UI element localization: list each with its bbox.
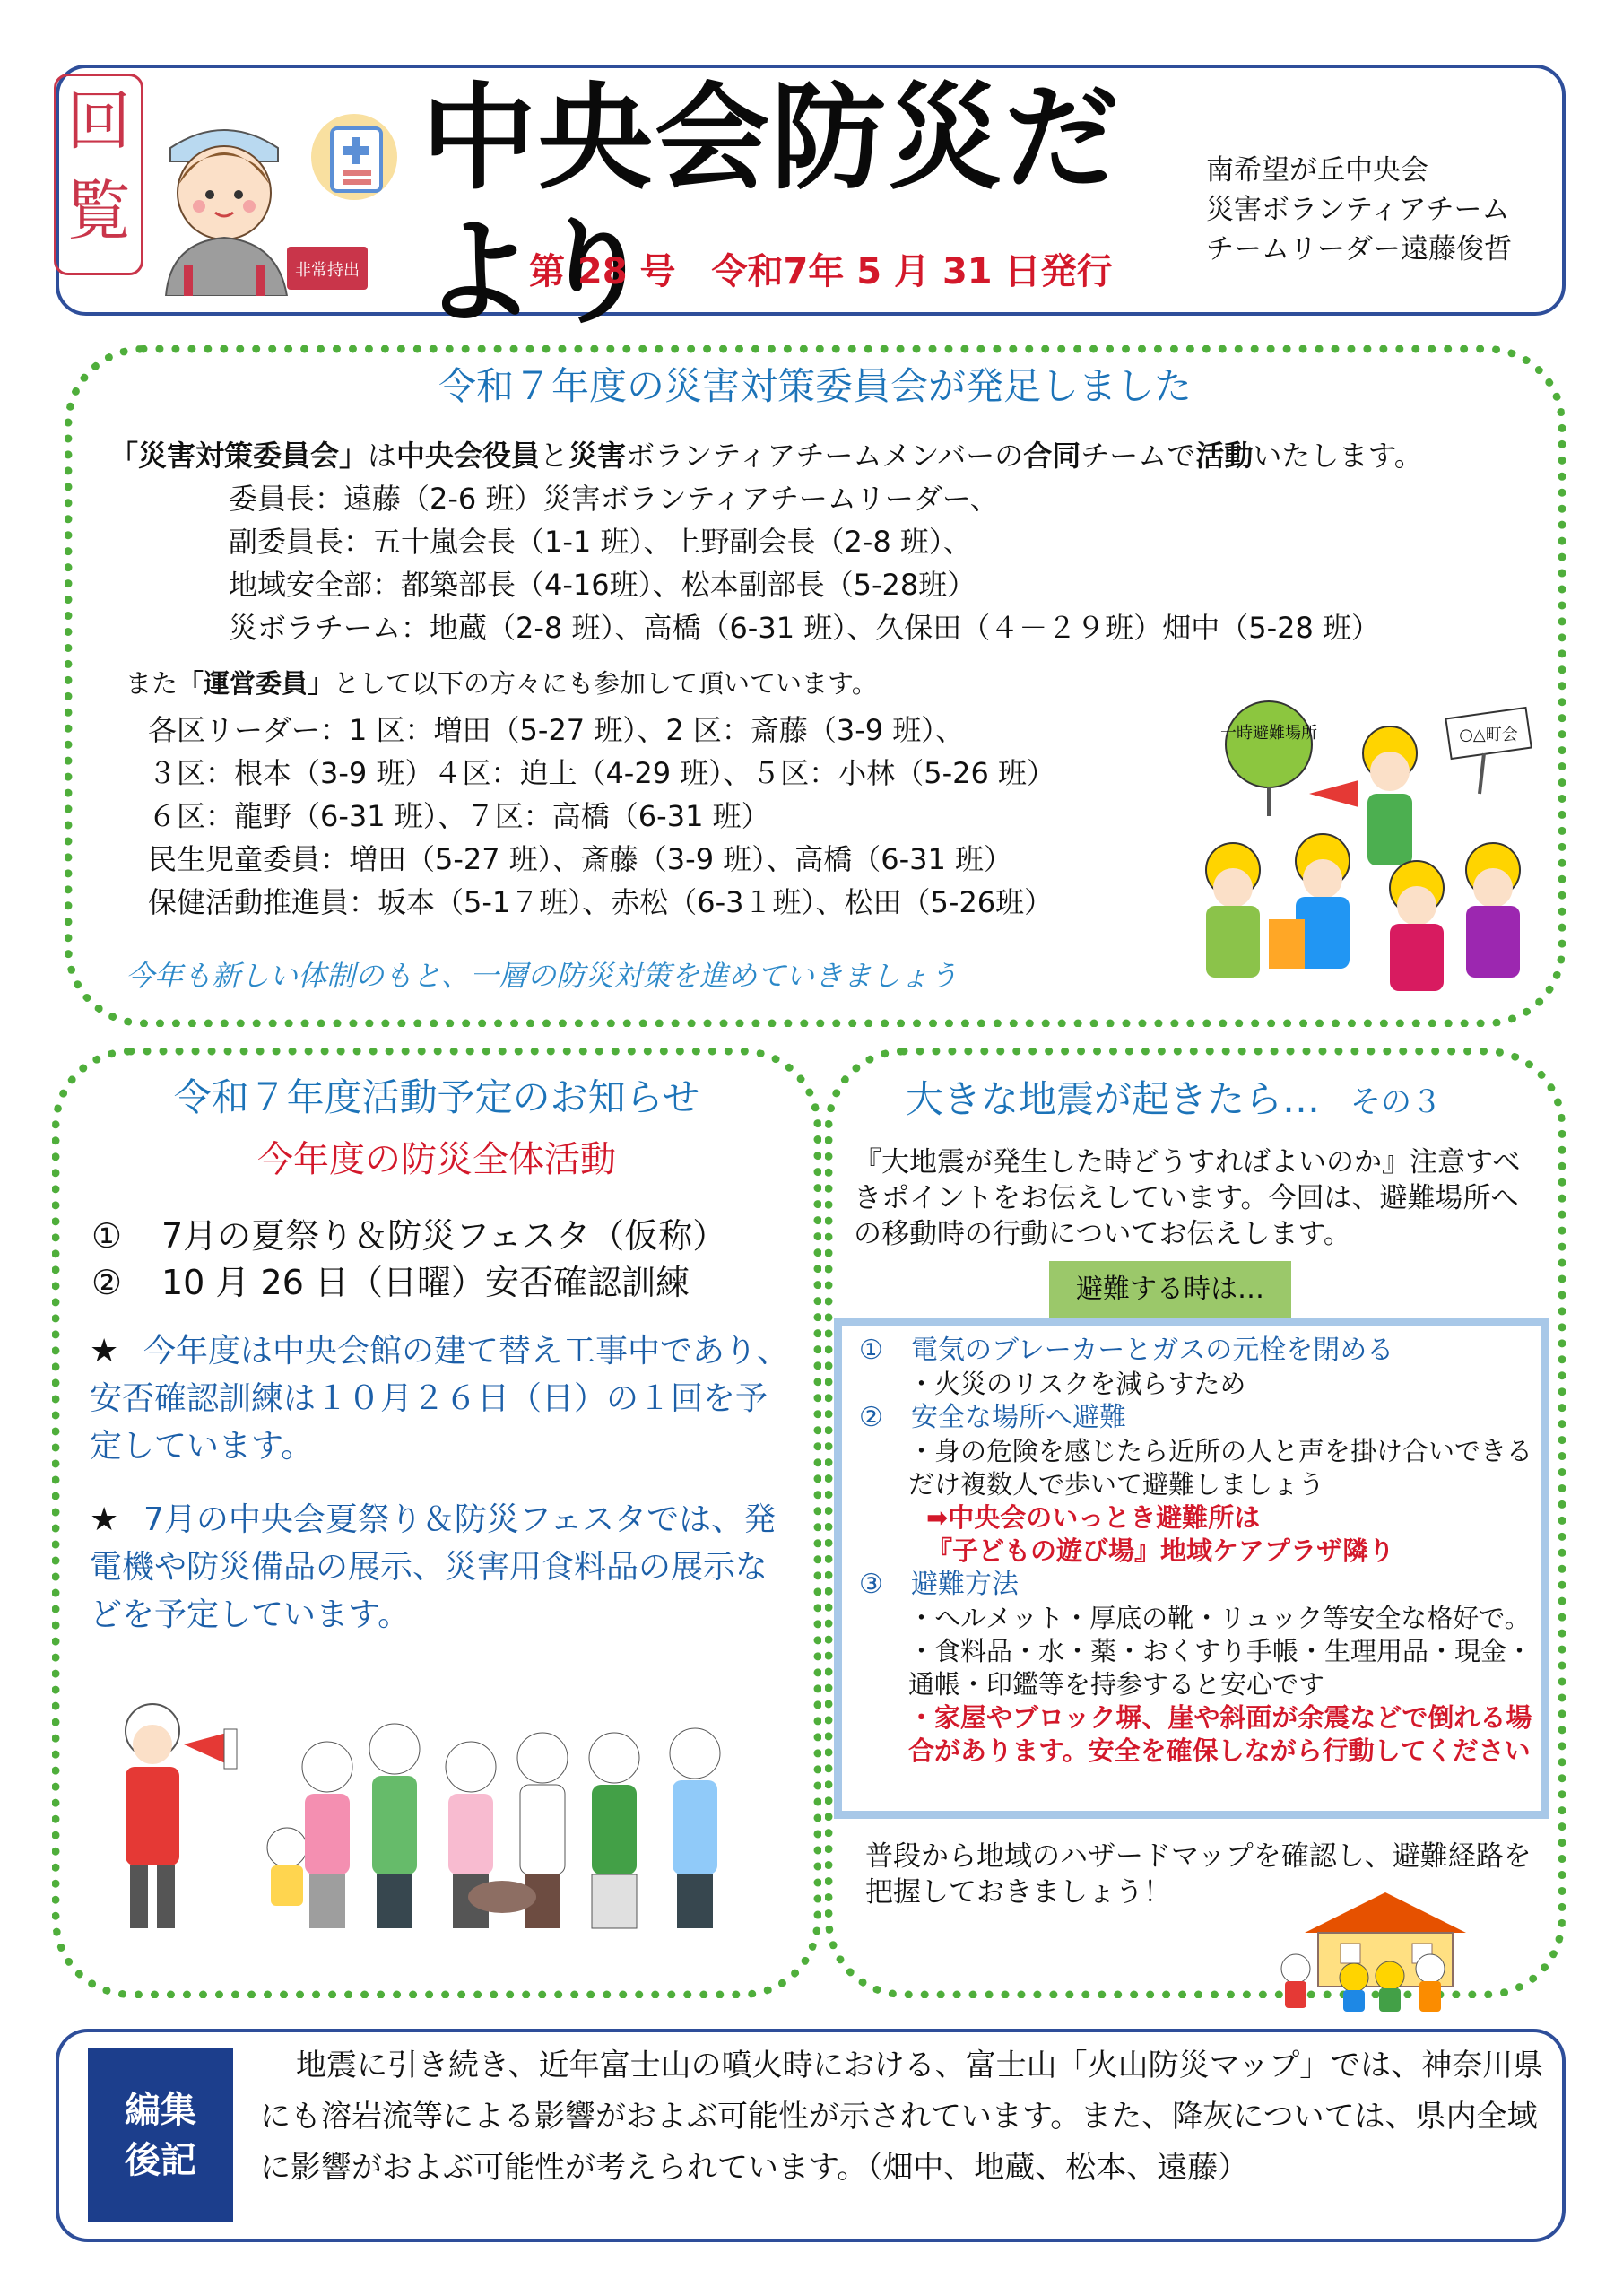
member-line: ６区：龍野（6-31 班）、７区：高橋（6-31 班） xyxy=(148,799,770,833)
earthquake-part: その３ xyxy=(1350,1084,1443,1120)
evac-shelter-note: ➡中央会のいっとき避難所は xyxy=(926,1502,1261,1533)
issue-info: 第 28 号 令和7年 5 月 31 日発行 xyxy=(529,251,1113,292)
member-line: 副委員長：五十嵐会長（1-1 班）、上野副会長（2-8 班）、 xyxy=(229,525,972,559)
kairan-char-2: 覧 xyxy=(65,173,131,248)
star-icon: ★ xyxy=(90,1333,119,1370)
sign-text: ○△町会 xyxy=(1459,726,1518,744)
schedule-list xyxy=(91,1213,726,1306)
mascot-badge-text: 非常持出 xyxy=(295,261,360,280)
evac-shelter-note: 『子どもの遊び場』地域ケアプラザ隣り xyxy=(926,1535,1395,1566)
evac-step-heading: ② 安全な場所へ避難 xyxy=(859,1402,1126,1433)
evac-step-detail: ・火災のリスクを減らすため xyxy=(908,1369,1246,1399)
committee-closing: 今年も新しい体制のもと、一層の防災対策を進めていきましょう xyxy=(126,959,959,993)
org-line: チームリーダー遠藤俊哲 xyxy=(1206,233,1512,265)
earthquake-intro: 『大地震が発生した時どうすればよいのか』注意すべきポイントをお伝えしています。今回は、避難場所への移動時の行動についてお伝えします。 xyxy=(854,1146,1521,1250)
member-line: 保健活動推進員：坂本（5-1７班）、赤松（6-3１班）、松田（5-26班） xyxy=(148,885,1054,919)
house-illustration xyxy=(1269,1888,1502,2013)
committee-intro: 「災害対策委員会」は中央会役員と災害ボランティアチームメンバーの合同チームで活動いたします。 xyxy=(109,439,1423,473)
evac-step-heading: ③ 避難方法 xyxy=(859,1569,1019,1600)
organization-info xyxy=(1206,151,1556,269)
evac-warning: ・家屋やブロック塀、崖や斜面が余震などで倒れる場合があります。安全を確保しながら行動してください xyxy=(908,1702,1532,1766)
evac-step-detail: ・身の危険を感じたら近所の人と声を掛け合いできるだけ複数人で歩いて避難しましょう xyxy=(908,1436,1533,1500)
evac-step-heading: ① 電気のブレーカーとガスの元栓を閉める xyxy=(859,1335,1394,1366)
page-title: 中央会防災だより xyxy=(421,72,1122,340)
schedule-item: ① 7月の夏祭り＆防災フェスタ（仮称） xyxy=(91,1216,727,1256)
evacuation-label: 避難する時は… xyxy=(1049,1261,1291,1318)
kairan-char-1: 回 xyxy=(65,83,131,159)
member-line: 各区リーダー：1 区：増田（5-27 班）、2 区：斎藤（3-9 班）、 xyxy=(148,713,965,747)
member-line: 災ボラチーム：地蔵（2-8 班）、高橋（6-31 班）、久保田（４－２９班）畑中（5-28 班） xyxy=(229,611,1381,645)
member-line: ３区：根本（3-9 班）４区：迫上（4-29 班）、５区：小林（5-26 班） xyxy=(148,756,1056,790)
evac-step-detail: ・ヘルメット・厚底の靴・リュック等安全な格好で。 xyxy=(908,1603,1531,1633)
schedule-note: ★ 7月の中央会夏祭り＆防災フェスタでは、発電機や防災備品の展示、災害用食料品の展示などを予定しています。 xyxy=(90,1496,789,1639)
evacuation-line-illustration xyxy=(108,1668,771,1937)
evacuation-steps xyxy=(859,1334,1541,1768)
evac-step-detail: ・食料品・水・薬・おくすり手帳・生理用品・現金・通帳・印鑑等を持参すると安心です xyxy=(908,1636,1533,1700)
member-line: 委員長：遠藤（2-6 班）災害ボランティアチームリーダー、 xyxy=(229,482,999,516)
member-line: 地域安全部：都築部長（4-16班）、松本副部長（5-28班） xyxy=(229,568,976,602)
operating-committee-intro: また「運営委員」として以下の方々にも参加して頂いています。 xyxy=(126,668,878,699)
kairan-stamp xyxy=(54,74,143,275)
committee-title: 令和７年度の災害対策委員会が発足しました xyxy=(438,364,1192,408)
member-line: 民生児童委員：増田（5-27 班）、斎藤（3-9 班）、高橋（6-31 班） xyxy=(148,842,1013,876)
org-line: 災害ボランティアチーム xyxy=(1206,194,1510,226)
org-line: 南希望が丘中央会 xyxy=(1206,154,1428,187)
earthquake-closing: 普段から地域のハザードマップを確認し、避難経路を把握しておきましょう！ xyxy=(865,1840,1532,1909)
earthquake-title: 大きな地震が起きたら… その３ xyxy=(906,1077,1443,1121)
star-icon: ★ xyxy=(90,1501,119,1538)
editors-note-label: 編集 後記 xyxy=(88,2048,233,2222)
schedule-title: 令和７年度活動予定のお知らせ xyxy=(173,1075,700,1119)
volunteers-illustration xyxy=(1184,695,1542,1000)
schedule-subtitle: 今年度の防災全体活動 xyxy=(257,1139,616,1180)
operating-members xyxy=(148,709,1055,924)
committee-members xyxy=(229,477,1380,649)
schedule-item: ② 10 月 26 日（日曜）安否確認訓練 xyxy=(91,1263,690,1302)
sign-text: 一時避難場所 xyxy=(1220,724,1317,743)
mascot-illustration xyxy=(152,85,404,296)
schedule-note: ★ 今年度は中央会館の建て替え工事中であり、安否確認訓練は１０月２６日（日）の１回を予定しています。 xyxy=(90,1327,789,1470)
editors-note-text: 地震に引き続き、近年富士山の噴火時における、富士山「火山防災マップ」では、神奈川県にも溶岩流等による影響がおよぶ可能性が示されています。また、降灰については、県内全域に影響がおよぶ可能性が考えられています。（畑中、地蔵、松本、遠藤） xyxy=(260,2048,1544,2186)
